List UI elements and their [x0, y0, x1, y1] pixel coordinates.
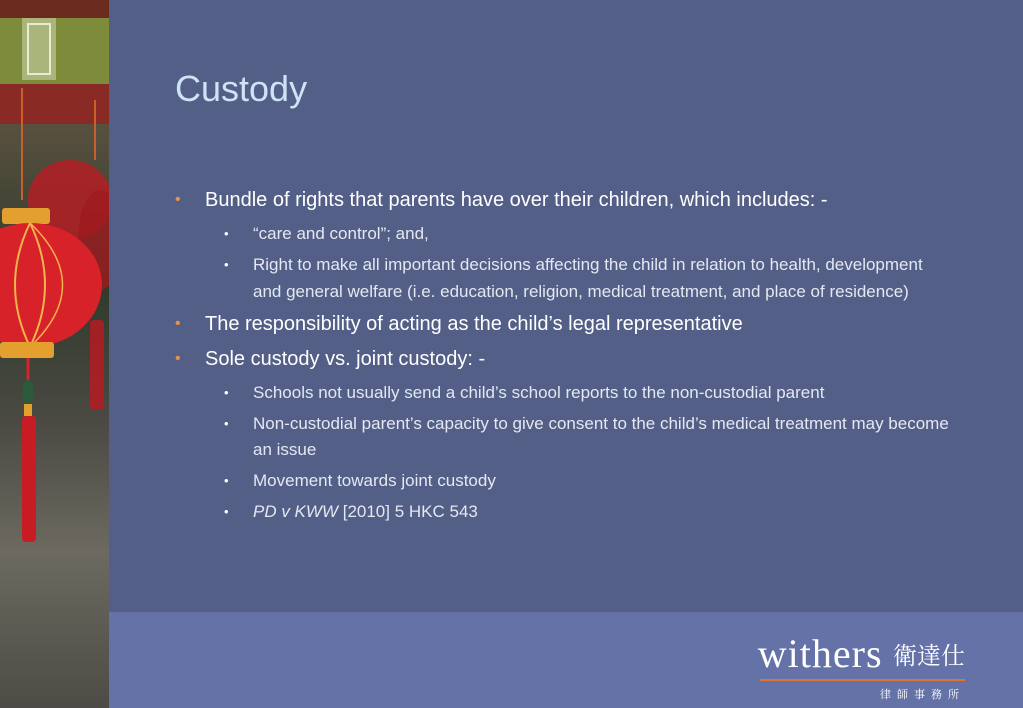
list-item-text: The responsibility of acting as the child’s legal representative	[205, 312, 743, 335]
list-item	[175, 345, 955, 373]
list-item	[175, 252, 955, 305]
bullet-list	[175, 186, 955, 530]
logo-chinese-name: 衛達仕	[893, 642, 965, 670]
list-item-text: Bundle of rights that parents have over their children, which includes: -	[205, 189, 828, 211]
list-item-text: Movement towards joint custody	[253, 471, 496, 490]
bullet-icon: •	[175, 314, 181, 332]
bullet-icon: •	[175, 191, 181, 208]
list-item-text: “care and control”; and,	[253, 224, 429, 243]
slide-title: Custody	[175, 68, 308, 109]
withers-logo	[758, 630, 965, 702]
list-item	[175, 411, 955, 464]
bullet-icon: •	[224, 504, 229, 519]
bullet-icon: •	[175, 349, 181, 367]
list-item	[175, 499, 955, 526]
list-item-text: Schools not usually send a child’s school reports to the non-custodial parent	[253, 382, 825, 402]
lantern-illustration	[0, 0, 109, 708]
list-item	[175, 186, 955, 214]
logo-subtitle: 律師事務所	[880, 688, 965, 701]
logo-divider	[760, 679, 965, 681]
list-item-text: Non-custodial parent’s capacity to give consent to the child’s medical treatment may become an issue	[253, 413, 949, 459]
case-name: PD v KWW	[253, 502, 338, 521]
list-item	[175, 468, 955, 495]
lantern-photo	[0, 0, 109, 708]
bullet-icon: •	[224, 473, 229, 488]
list-item-text: Right to make all important decisions affecting the child in relation to health, development and general welfare (i.e. education, religion, medical treatment, and place of residence)	[253, 255, 923, 301]
case-citation: [2010] 5 HKC 543	[338, 502, 478, 521]
bullet-icon: •	[224, 226, 229, 241]
list-item	[175, 221, 955, 248]
footer-band	[109, 612, 1023, 708]
list-item	[175, 310, 955, 338]
list-item	[175, 380, 955, 407]
list-item-text: Sole custody vs. joint custody: -	[205, 347, 486, 370]
bullet-icon: •	[224, 384, 229, 400]
bullet-icon: •	[224, 415, 229, 431]
bullet-icon: •	[224, 257, 229, 272]
logo-wordmark: withers	[757, 631, 883, 676]
